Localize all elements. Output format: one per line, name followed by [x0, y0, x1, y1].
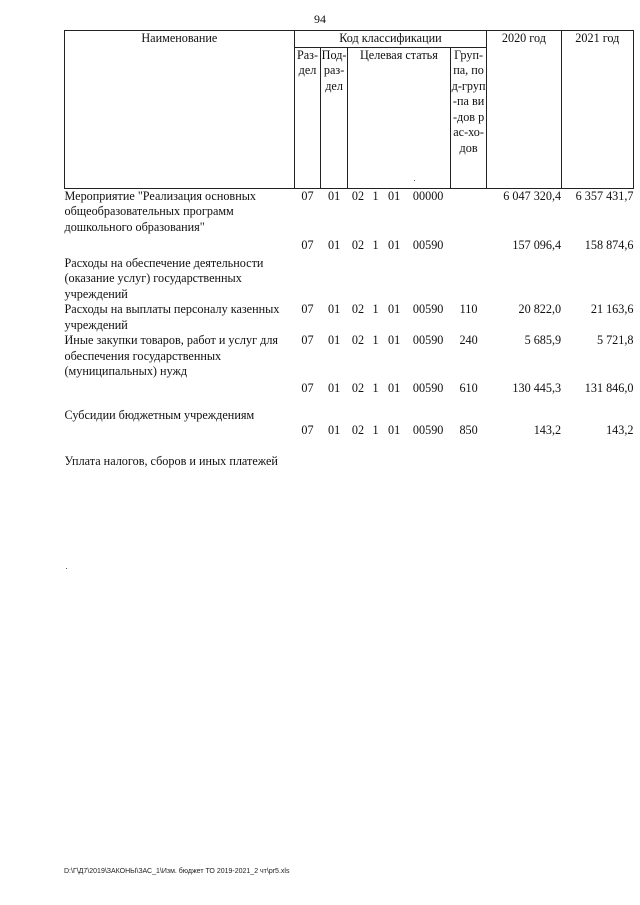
- row-2021: 5 721,8: [596, 333, 634, 347]
- row-podrazdel: 01: [327, 333, 341, 347]
- row-target-1: 02: [351, 423, 365, 437]
- table-row: [65, 333, 634, 381]
- row-podrazdel: 01: [327, 238, 341, 252]
- budget-table: [64, 30, 634, 469]
- row-podrazdel: 01: [327, 302, 341, 316]
- row-2020: 6 047 320,4: [503, 188, 562, 203]
- row-2020: 157 096,4: [512, 238, 562, 252]
- table-row: [65, 188, 634, 238]
- row-target-2: 1: [372, 381, 379, 395]
- header-razdel: Раз-дел: [294, 47, 321, 188]
- row-name: Субсидии бюджетным учреждениям: [64, 407, 255, 422]
- table-row: [65, 238, 634, 302]
- row-razdel: 07: [301, 333, 314, 347]
- row-target-2: 1: [372, 238, 379, 252]
- row-target-4: 00590: [412, 423, 444, 437]
- row-group: 610: [459, 381, 478, 395]
- row-razdel: 07: [301, 188, 314, 203]
- row-group: 110: [459, 302, 478, 316]
- header-2021: 2021 год: [561, 31, 633, 189]
- table-row: [65, 381, 634, 423]
- row-name: Мероприятие "Реализация основных общеобразовательных программ дошкольного образования": [64, 188, 256, 234]
- row-2021: 143,2: [606, 423, 634, 437]
- table-row: [65, 302, 634, 333]
- scan-speck: [414, 180, 415, 181]
- row-razdel: 07: [301, 238, 314, 252]
- row-target-3: 01: [388, 188, 401, 203]
- row-target-4: 00000: [412, 188, 444, 203]
- row-2020: 5 685,9: [524, 333, 562, 347]
- row-name: Уплата налогов, сборов и иных платежей: [64, 453, 278, 468]
- row-2021: 6 357 431,7: [575, 188, 634, 203]
- row-podrazdel: 01: [327, 423, 341, 437]
- row-target-2: 1: [372, 423, 379, 437]
- row-target-3: 01: [388, 302, 401, 316]
- row-target-4: 00590: [412, 333, 444, 347]
- row-name: Расходы на выплаты персоналу казенных учреждений: [64, 302, 280, 332]
- row-2021: 131 846,0: [584, 381, 634, 395]
- header-2020: 2020 год: [487, 31, 561, 189]
- row-target-3: 01: [388, 381, 401, 395]
- row-2021: 21 163,6: [590, 302, 634, 316]
- header-podrazdel: Под-раз-дел: [321, 47, 348, 188]
- row-target-4: 00590: [412, 381, 444, 395]
- row-group: 850: [459, 423, 478, 437]
- row-target-4: 00590: [412, 238, 444, 252]
- row-target-1: 02: [351, 188, 365, 203]
- row-name: Иные закупки товаров, работ и услуг для обеспечения государственных (муниципальных) нужд: [64, 333, 279, 378]
- row-group: [450, 188, 486, 238]
- row-target-3: 01: [388, 423, 401, 437]
- row-2021: 158 874,6: [584, 238, 634, 252]
- row-target-2: 1: [372, 333, 379, 347]
- row-target-2: 1: [372, 188, 379, 203]
- row-2020: 130 445,3: [512, 381, 562, 395]
- file-path-footer: D:\Г\Д7\2019\ЗАКОНЫ\ЗАС_1\Изм. бюджет ТО 2019-2021_2 чт\pr5.xls: [64, 868, 290, 875]
- table-row: [65, 423, 634, 469]
- row-target-3: 01: [388, 333, 401, 347]
- page-number: 94: [314, 12, 326, 26]
- row-name: Расходы на обеспечение деятельности (оказание услуг) государственных учреждений: [64, 255, 264, 301]
- row-group: [450, 238, 486, 302]
- row-razdel: 07: [301, 423, 314, 437]
- row-target-1: 02: [351, 238, 365, 252]
- header-code: Код классификации: [294, 31, 486, 48]
- row-2020: 20 822,0: [518, 302, 562, 316]
- row-target-4: 00590: [412, 302, 444, 316]
- scan-speck: [66, 568, 67, 569]
- row-target-2: 1: [372, 302, 379, 316]
- row-podrazdel: 01: [327, 188, 341, 203]
- row-razdel: 07: [301, 381, 314, 395]
- header-group: Груп-па, под-груп-па ви-дов рас-хо-дов: [450, 47, 486, 188]
- row-target-1: 02: [351, 333, 365, 347]
- header-name: Наименование: [65, 31, 295, 189]
- row-razdel: 07: [301, 302, 314, 316]
- row-2020: 143,2: [533, 423, 562, 437]
- header-target: Целевая статья: [347, 47, 450, 188]
- row-group: 240: [459, 333, 478, 347]
- row-podrazdel: 01: [327, 381, 341, 395]
- row-target-3: 01: [388, 238, 401, 252]
- row-target-1: 02: [351, 381, 365, 395]
- row-target-1: 02: [351, 302, 365, 316]
